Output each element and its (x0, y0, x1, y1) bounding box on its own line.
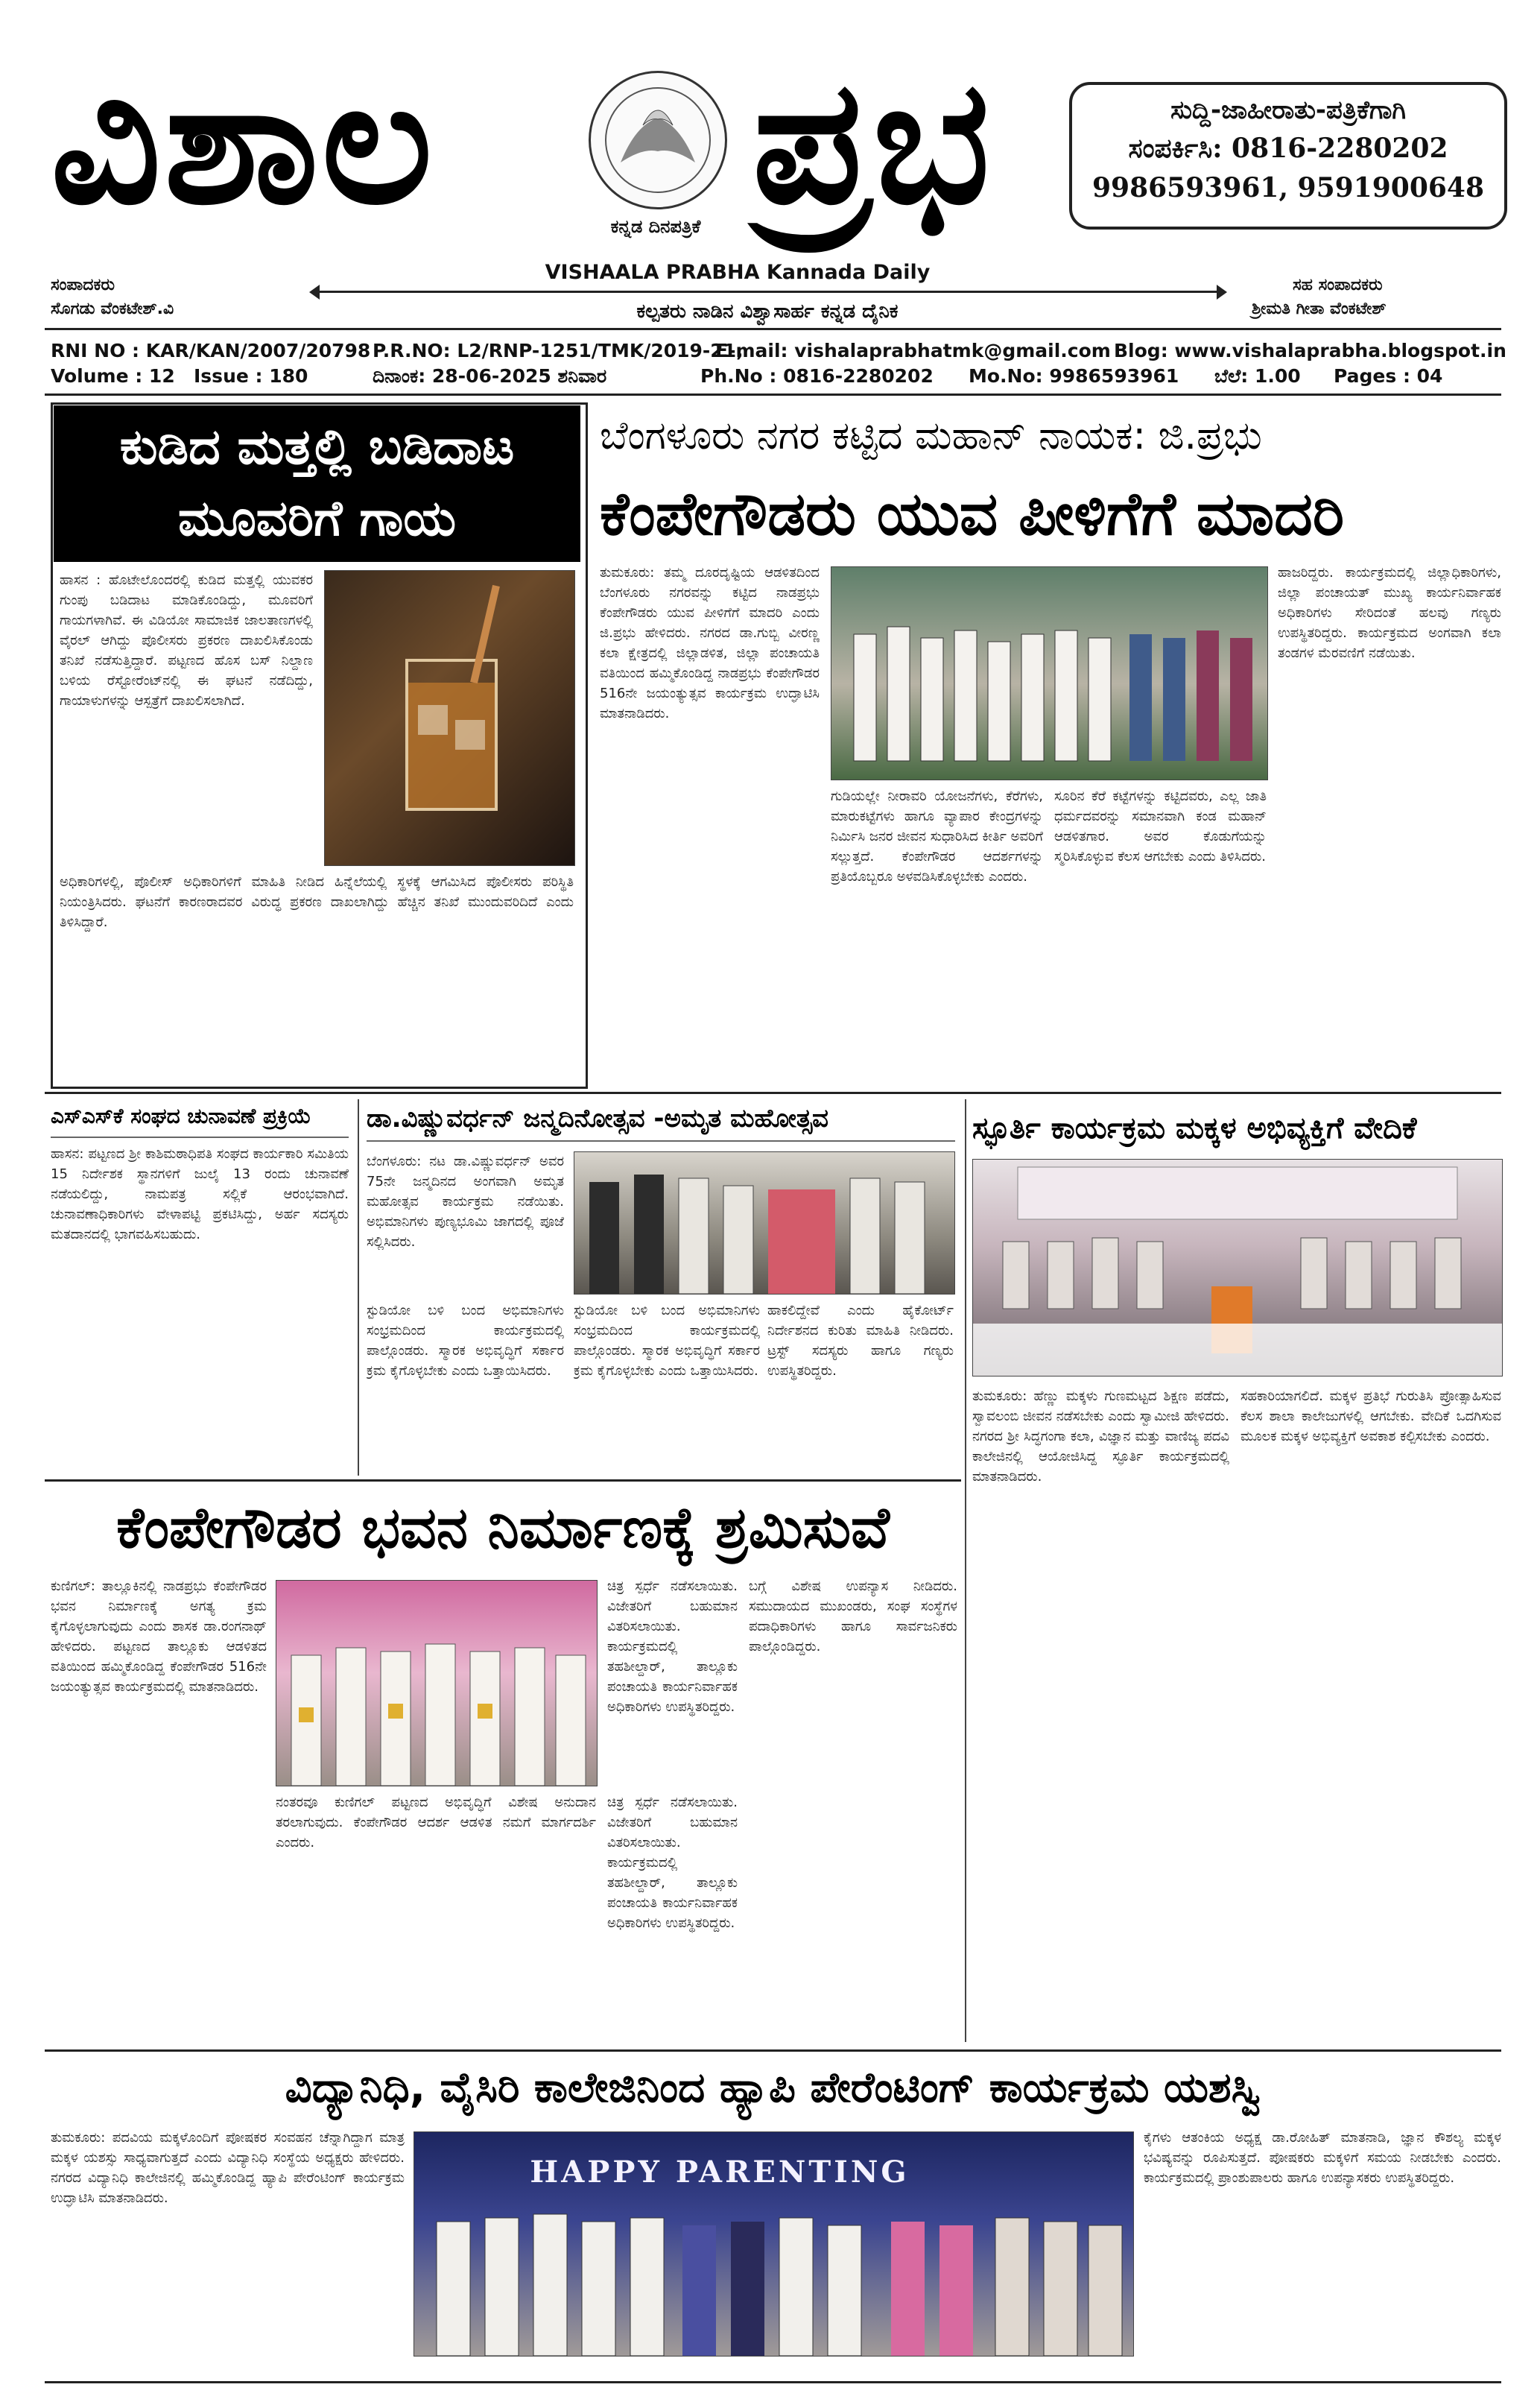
article-7-body-col-2: ಕೈಗಳು ಆತಂಕಿಯ ಅಧ್ಯಕ್ಷ ಡಾ.ರೋಹಿತ್ ಮಾತನಾಡಿ, ಜ್ಞಾನ ಕೌಶಲ್ಯ ಮಕ್ಕಳ ಭವಿಷ್ಯವನ್ನು ರೂಪಿಸುತ್ತದೆ. ಪೋಷಕರು ಮಕ್ಕಳಿಗೆ ಸಮಯ ನೀಡಬೇಕು ಎಂದರು. ಕಾರ್ಯಕ್ರಮದಲ್ಲಿ ಪ್ರಾಂಶುಪಾಲರು ಹಾಗೂ ಉಪನ್ಯಾಸಕರು ಉಪಸ್ಥಿತರಿದ್ದರು. (1144, 2130, 1501, 2186)
article-6-body-col-4: ಬಗ್ಗೆ ವಿಶೇಷ ಉಪನ್ಯಾಸ ನೀಡಿದರು. ಸಮುದಾಯದ ಮುಖಂಡರು, ಸಂಘ ಸಂಸ್ಥೆಗಳ ಪದಾಧಿಕಾರಿಗಳು ಹಾಗೂ ಸಾರ್ವಜನಿಕರು ಪಾಲ್ಗೊಂಡಿದ್ದರು. (749, 1578, 957, 1654)
co-editor-name: ಶ್ರೀಮತಿ ಗೀತಾ ವೆಂಕಟೇಶ್ (1252, 300, 1387, 318)
kempegowda-event-photo (831, 566, 1268, 780)
rni-number: RNI NO : KAR/KAN/2007/20798 (51, 340, 371, 361)
article-4-body-col-4: ಹಾಕಲಿದ್ದೇವೆ ಎಂದು ಹೈಕೋರ್ಟ್ ನಿರ್ದೇಶನದ ಕುರಿತು ಮಾಹಿತಿ ನೀಡಿದರು. ಟ್ರಸ್ಟ್ ಸದಸ್ಯರು ಹಾಗೂ ಗಣ್ಯರು ಉಪಸ್ಥಿತರಿದ್ದರು. (767, 1303, 954, 1379)
issue-date: ದಿನಾಂಕ: 28-06-2025 ಶನಿವಾರ (373, 365, 607, 387)
column-divider-1 (358, 1099, 359, 1476)
article-2-body-col-1: ತುಮಕೂರು: ತಮ್ಮ ದೂರದೃಷ್ಟಿಯ ಆಡಳಿತದಿಂದ ಬೆಂಗಳೂರು ನಗರವನ್ನು ಕಟ್ಟಿದ ನಾಡಪ್ರಭು ಕೆಂಪೇಗೌಡರು ಯುವ ಪೀಳಿಗೆಗೆ ಮಾದರಿ ಎಂದು ಜಿ.ಪ್ರಭು ಹೇಳಿದರು. ನಗರದ ಡಾ.ಗುಬ್ಬಿ ವೀರಣ್ಣ ಕಲಾ ಕ್ಷೇತ್ರದಲ್ಲಿ ಜಿಲ್ಲಾಡಳಿತ, ಜಿಲ್ಲಾ ಪಂಚಾಯತಿ ವತಿಯಿಂದ ಹಮ್ಮಿಕೊಂಡಿದ್ದ ನಾಡಪ್ರಭು ಕೆಂಪೇಗೌಡರ 516ನೇ ಜಯಂತ್ಯುತ್ಸವ ಕಾರ್ಯಕ್ರಮ ಉದ್ಘಾಟಿಸಿ ಮಾತನಾಡಿದರು. (600, 565, 820, 721)
article-5-body-col-1: ತುಮಕೂರು: ಹೆಣ್ಣು ಮಕ್ಕಳು ಗುಣಮಟ್ಟದ ಶಿಕ್ಷಣ ಪಡೆದು, ಸ್ವಾವಲಂಬಿ ಜೀವನ ನಡೆಸಬೇಕು ಎಂದು ಸ್ವಾಮೀಜಿ ಹೇಳಿದರು. ನಗರದ ಶ್ರೀ ಸಿದ್ಧಗಂಗಾ ಕಲಾ, ವಿಜ್ಞಾನ ಮತ್ತು ವಾಣಿಜ್ಯ ಪದವಿ ಕಾಲೇಜಿನಲ್ಲಿ ಆಯೋಜಿಸಿದ್ದ ಸ್ಫೂರ್ತಿ ಕಾರ್ಯಕ್ರಮದಲ್ಲಿ ಮಾತನಾಡಿದರು. (972, 1388, 1229, 1485)
section-rule-1 (45, 1092, 1501, 1094)
contact-line-2: ಸಂಪರ್ಕಿಸಿ: 0816-2280202 (1128, 133, 1448, 164)
article-7-headline: ವಿದ್ಯಾನಿಧಿ, ವೈಸಿರಿ ಕಾಲೇಜಿನಿಂದ ಹ್ಯಾಪಿ ಪೇರೆಂಟಿಂಗ್ ಕಾರ್ಯಕ್ರಮ ಯಶಸ್ವಿ (285, 2064, 1261, 2112)
pr-number: P.R.NO: L2/RNP-1251/TMK/2019-21, (373, 340, 744, 361)
article-2-body-col-4: ಹಾಜರಿದ್ದರು. ಕಾರ್ಯಕ್ರಮದಲ್ಲಿ ಜಿಲ್ಲಾಧಿಕಾರಿಗಳು, ಜಿಲ್ಲಾ ಪಂಚಾಯತ್ ಮುಖ್ಯ ಕಾರ್ಯನಿರ್ವಾಹಕ ಅಧಿಕಾರಿಗಳು ಸೇರಿದಂತೆ ಹಲವು ಗಣ್ಯರು ಉಪಸ್ಥಿತರಿದ್ದರು. ಕಾರ್ಯಕ್ರಮದ ಅಂಗವಾಗಿ ಕಲಾ ತಂಡಗಳ ಮೆರವಣಿಗೆ ನಡೆಯಿತು. (1278, 565, 1501, 661)
price: ಬೆಲೆ: 1.00 (1214, 365, 1301, 387)
contact-box (1069, 82, 1507, 230)
article-2-body-col-3: ಸೂರಿನ ಕೆರೆ ಕಟ್ಟೆಗಳನ್ನು ಕಟ್ಟಿದವರು, ಎಲ್ಲ ಜಾತಿ ಧರ್ಮದವರನ್ನು ಸಮಾನವಾಗಿ ಕಂಡ ಮಹಾನ್ ಆಡಳಿತಗಾರ. ಅವರ ಕೊಡುಗೆಯನ್ನು ಸ್ಮರಿಸಿಕೊಳ್ಳುವ ಕೆಲಸ ಆಗಬೇಕು ಎಂದು ತಿಳಿಸಿದರು. (1054, 788, 1267, 865)
co-editor-label: ಸಹ ಸಂಪಾದಕರು (1293, 276, 1383, 294)
article-7-body-col-1: ತುಮಕೂರು: ಪದವಿಯ ಮಕ್ಕಳೊಂದಿಗೆ ಪೋಷಕರ ಸಂವಹನ ಚೆನ್ನಾಗಿದ್ದಾಗ ಮಾತ್ರ ಮಕ್ಕಳ ಯಶಸ್ಸು ಸಾಧ್ಯವಾಗುತ್ತದೆ ಎಂದು ವಿದ್ಯಾನಿಧಿ ಸಂಸ್ಥೆಯ ಅಧ್ಯಕ್ಷರು ಹೇಳಿದರು. ನಗರದ ವಿದ್ಯಾನಿಧಿ ಕಾಲೇಜಿನಲ್ಲಿ ಹಮ್ಮಿಕೊಂಡಿದ್ದ ಹ್ಯಾಪಿ ಪೇರೆಂಟಿಂಗ್ ಕಾರ್ಯಕ್ರಮ ಉದ್ಘಾಟಿಸಿ ಮಾತನಾಡಿದರು. (51, 2130, 405, 2206)
logo-caption: ಕನ್ನಡ ದಿನಪತ್ರಿಕೆ (610, 216, 701, 237)
article-6-body-col-3: ಚಿತ್ರ ಸ್ಪರ್ಧೆ ನಡೆಸಲಾಯಿತು. ವಿಜೇತರಿಗೆ ಬಹುಮಾನ ವಿತರಿಸಲಾಯಿತು. ಕಾರ್ಯಕ್ರಮದಲ್ಲಿ ತಹಶೀಲ್ದಾರ್, ತಾಲ್ಲೂಕು ಪಂಚಾಯತಿ ಕಾರ್ಯನಿರ್ವಾಹಕ ಅಧಿಕಾರಿಗಳು ಉಪಸ್ಥಿತರಿದ್ದರು. (607, 1578, 738, 1715)
section-rule-3 (45, 2049, 1501, 2052)
article-1-headline-line-1: ಕುಡಿದ ಮತ್ತಲ್ಲಿ ಬಡಿದಾಟ (119, 418, 515, 475)
article-1-headline-line-2: ಮೂವರಿಗೆ ಗಾಯ (177, 490, 457, 547)
english-name: VISHAALA PRABHA Kannada Daily (545, 261, 931, 284)
masthead-title-right: ಪ್ರಭ (752, 41, 993, 242)
article-1-body-col-1: ಹಾಸನ : ಹೊಟೇಲೊಂದರಲ್ಲಿ ಕುಡಿದ ಮತ್ತಲ್ಲಿ ಯುವಕರ ಗುಂಪು ಬಡಿದಾಟ ಮಾಡಿಕೊಂಡಿದ್ದು, ಮೂವರಿಗೆ ಗಾಯಗಳಾಗಿವೆ. ಈ ವಿಡಿಯೋ ಸಾಮಾಜಿಕ ಜಾಲತಾಣಗಳಲ್ಲಿ ವೈರಲ್ ಆಗಿದ್ದು ಪೊಲೀಸರು ಪ್ರಕರಣ ದಾಖಲಿಸಿಕೊಂಡು ತನಿಖೆ ನಡೆಸುತ್ತಿದ್ದಾರೆ. ಪಟ್ಟಣದ ಹೊಸ ಬಸ್ ನಿಲ್ದಾಣ ಬಳಿಯ ರೆಸ್ಟೋರೆಂಟ್‌ನಲ್ಲಿ ಈ ಘಟನೆ ನಡೆದಿದ್ದು, ಗಾಯಾಳುಗಳನ್ನು ಆಸ್ಪತ್ರೆಗೆ ದಾಖಲಿಸಲಾಗಿದೆ. (60, 572, 313, 709)
article-4-body-col-1: ಬೆಂಗಳೂರು: ನಟ ಡಾ.ವಿಷ್ಣುವರ್ಧನ್ ಅವರ 75ನೇ ಜನ್ಮದಿನದ ಅಂಗವಾಗಿ ಅಮೃತ ಮಹೋತ್ಸವ ಕಾರ್ಯಕ್ರಮ ನಡೆಯಿತು. ಅಭಿಮಾನಿಗಳು ಪುಣ್ಯಭೂಮಿ ಜಾಗದಲ್ಲಿ ಪೂಜೆ ಸಲ್ಲಿಸಿದರು. (367, 1154, 564, 1250)
article-3-headline: ಎಸ್‌ಎಸ್‌ಕೆ ಸಂಘದ ಚುನಾವಣೆ ಪ್ರಕ್ರಿಯೆ (51, 1104, 311, 1128)
blog-link[interactable]: Blog: www.vishalaprabha.blogspot.in (1114, 340, 1506, 361)
pages: Pages : 04 (1334, 365, 1443, 387)
article-4-body-col-2: ಸ್ಟುಡಿಯೋ ಬಳಿ ಬಂದ ಅಭಿಮಾನಿಗಳು ಸಂಭ್ರಮದಿಂದ ಕಾರ್ಯಕ್ರಮದಲ್ಲಿ ಪಾಲ್ಗೊಂಡರು. ಸ್ಮಾರಕ ಅಭಿವೃದ್ಧಿಗೆ ಸರ್ಕಾರ ಕ್ರಮ ಕೈಗೊಳ್ಳಬೇಕು ಎಂದು ಒತ್ತಾಯಿಸಿದರು. (367, 1303, 564, 1379)
editor-name: ಸೊಗಡು ವೆಂಕಟೇಶ್.ವಿ (51, 300, 174, 318)
article-3-body: ಹಾಸನ: ಪಟ್ಟಣದ ಶ್ರೀ ಕಾಶಿಮಠಾಧಿಪತಿ ಸಂಘದ ಕಾರ್ಯಕಾರಿ ಸಮಿತಿಯ 15 ನಿರ್ದೇಶಕ ಸ್ಥಾನಗಳಿಗೆ ಜುಲೈ 13 ರಂದು ಚುನಾವಣೆ ನಡೆಯಲಿದ್ದು, ನಾಮಪತ್ರ ಸಲ್ಲಿಕೆ ಆರಂಭವಾಗಿದೆ. ಚುನಾವಣಾಧಿಕಾರಿಗಳು ವೇಳಾಪಟ್ಟಿ ಪ್ರಕಟಿಸಿದ್ದು, ಅರ್ಹ ಸದಸ್ಯರು ಮತದಾನದಲ್ಲಿ ಭಾಗವಹಿಸಬಹುದು. (51, 1146, 349, 1242)
happy-parenting-photo (413, 2131, 1134, 2357)
tagline: ಕಲ್ಪತರು ನಾಡಿನ ವಿಶ್ವಾಸಾರ್ಹ ಕನ್ನಡ ದೈನಿಕ (636, 300, 899, 323)
volume: Volume : 12 (51, 365, 175, 387)
arrow-left-icon (309, 285, 320, 300)
tagline-arrow-rule (317, 291, 1218, 293)
article-2-body-col-2: ಗುಡಿಯಲ್ಲೇ ನೀರಾವರಿ ಯೋಜನೆಗಳು, ಕೆರೆಗಳು, ಮಾರುಕಟ್ಟೆಗಳು ಹಾಗೂ ವ್ಯಾಪಾರ ಕೇಂದ್ರಗಳನ್ನು ನಿರ್ಮಿಸಿ ಜನರ ಜೀವನ ಸುಧಾರಿಸಿದ ಕೀರ್ತಿ ಅವರಿಗೆ ಸಲ್ಲುತ್ತದೆ. ಕೆಂಪೇಗೌಡರ ಆದರ್ಶಗಳನ್ನು ಪ್ರತಿಯೊಬ್ಬರೂ ಅಳವಡಿಸಿಕೊಳ್ಳಬೇಕು ಎಂದರು. (831, 788, 1043, 885)
contact-line-3: 9986593961, 9591900648 (1091, 172, 1485, 203)
mobile: Mo.No: 9986593961 (969, 365, 1179, 387)
email[interactable]: E-mail: vishalaprabhatmk@gmail.com (715, 340, 1111, 361)
article-6-body-col-1: ಕುಣಿಗಲ್: ತಾಲ್ಲೂಕಿನಲ್ಲಿ ನಾಡಪ್ರಭು ಕೆಂಪೇಗೌಡರ ಭವನ ನಿರ್ಮಾಣಕ್ಕೆ ಅಗತ್ಯ ಕ್ರಮ ಕೈಗೊಳ್ಳಲಾಗುವುದು ಎಂದು ಶಾಸಕ ಡಾ.ರಂಗನಾಥ್ ಹೇಳಿದರು. ಪಟ್ಟಣದ ತಾಲ್ಲೂಕು ಆಡಳಿತದ ವತಿಯಿಂದ ಹಮ್ಮಿಕೊಂಡಿದ್ದ ಕೆಂಪೇಗೌಡರ 516ನೇ ಜಯಂತ್ಯುತ್ಸವ ಕಾರ್ಯಕ್ರಮದಲ್ಲಿ ಮಾತನಾಡಿದರು. (51, 1578, 267, 1695)
contact-line-1: ಸುದ್ದಿ-ಜಾಹೀರಾತು-ಪತ್ರಿಕೆಗಾಗಿ (1170, 95, 1406, 125)
page-bottom-rule (45, 2381, 1501, 2383)
happy-parenting-banner: HAPPY PARENTING (530, 2155, 910, 2190)
article-6-body-col-2: ನಂತರವೂ ಕುಣಿಗಲ್ ಪಟ್ಟಣದ ಅಭಿವೃದ್ಧಿಗೆ ವಿಶೇಷ ಅನುದಾನ ತರಲಾಗುವುದು. ಕೆಂಪೇಗೌಡರ ಆದರ್ಶ ಆಡಳಿತ ನಮಗೆ ಮಾರ್ಗದರ್ಶಿ ಎಂದರು. (276, 1795, 596, 1850)
article-6-body-col-3b: ಚಿತ್ರ ಸ್ಪರ್ಧೆ ನಡೆಸಲಾಯಿತು. ವಿಜೇತರಿಗೆ ಬಹುಮಾನ ವಿತರಿಸಲಾಯಿತು. ಕಾರ್ಯಕ್ರಮದಲ್ಲಿ ತಹಶೀಲ್ದಾರ್, ತಾಲ್ಲೂಕು ಪಂಚಾಯತಿ ಕಾರ್ಯನಿರ್ವಾಹಕ ಅಧಿಕಾರಿಗಳು ಉಪಸ್ಥಿತರಿದ್ದರು. (607, 1795, 738, 1931)
vishnuvardhan-event-photo (574, 1151, 955, 1295)
masthead-title-left: ವಿಶಾಲ (51, 41, 436, 242)
column-divider-2 (965, 1099, 966, 2042)
kunigal-event-photo (276, 1580, 598, 1786)
article-1-body-col-2: ಅಧಿಕಾರಿಗಳಲ್ಲಿ, ಪೊಲೀಸ್ ಅಧಿಕಾರಿಗಳಿಗೆ ಮಾಹಿತಿ ನೀಡಿದ ಹಿನ್ನೆಲೆಯಲ್ಲಿ ಸ್ಥಳಕ್ಕೆ ಆಗಮಿಸಿದ ಪೊಲೀಸರು ಪರಿಸ್ಥಿತಿ ನಿಯಂತ್ರಿಸಿದರು. ಘಟನೆಗೆ ಕಾರಣರಾದವರ ವಿರುದ್ಧ ಪ್ರಕರಣ ದಾಖಲಾಗಿದ್ದು ಹೆಚ್ಚಿನ ತನಿಖೆ ಮುಂದುವರಿದಿದೆ ಎಂದು ತಿಳಿಸಿದ್ದಾರೆ. (60, 874, 574, 930)
issue: Issue : 180 (194, 365, 308, 387)
article-1-headline (54, 405, 580, 562)
article-4-rule (367, 1140, 955, 1142)
article-5-body-col-2: ಸಹಕಾರಿಯಾಗಲಿದೆ. ಮಕ್ಕಳ ಪ್ರತಿಭೆ ಗುರುತಿಸಿ ಪ್ರೋತ್ಸಾಹಿಸುವ ಕೆಲಸ ಶಾಲಾ ಕಾಲೇಜುಗಳಲ್ಲಿ ಆಗಬೇಕು. ವೇದಿಕೆ ಒದಗಿಸುವ ಮೂಲಕ ಮಕ್ಕಳ ಅಭಿವ್ಯಕ್ತಿಗೆ ಅವಕಾಶ ಕಲ್ಪಿಸಬೇಕು ಎಂದರು. (1240, 1388, 1501, 1444)
info-bar-top-rule (45, 328, 1501, 330)
article-2-kicker: ಬೆಂಗಳೂರು ನಗರ ಕಟ್ಟಿದ ಮಹಾನ್ ನಾಯಕ: ಜಿ.ಪ್ರಭು (600, 414, 1262, 458)
spoorthi-event-photo (972, 1159, 1503, 1376)
phone: Ph.No : 0816-2280202 (700, 365, 934, 387)
article-2-headline: ಕೆಂಪೇಗೌಡರು ಯುವ ಪೀಳಿಗೆಗೆ ಮಾದರಿ (600, 479, 1345, 549)
article-4-body-col-3: ಸ್ಟುಡಿಯೋ ಬಳಿ ಬಂದ ಅಭಿಮಾನಿಗಳು ಸಂಭ್ರಮದಿಂದ ಕಾರ್ಯಕ್ರಮದಲ್ಲಿ ಪಾಲ್ಗೊಂಡರು. ಸ್ಮಾರಕ ಅಭಿವೃದ್ಧಿಗೆ ಸರ್ಕಾರ ಕ್ರಮ ಕೈಗೊಳ್ಳಬೇಕು ಎಂದು ಒತ್ತಾಯಿಸಿದರು. (574, 1303, 760, 1379)
article-5-headline: ಸ್ಫೂರ್ತಿ ಕಾರ್ಯಕ್ರಮ ಮಕ್ಕಳ ಅಭಿವ್ಯಕ್ತಿಗೆ ವೇದಿಕೆ (972, 1111, 1417, 1145)
section-rule-2 (45, 1479, 961, 1482)
article-3-rule (51, 1137, 349, 1138)
info-bar-bottom-rule (45, 393, 1501, 396)
editor-label: ಸಂಪಾದಕರು (51, 276, 115, 294)
article-6-headline: ಕೆಂಪೇಗೌಡರ ಭವನ ನಿರ್ಮಾಣಕ್ಕೆ ಶ್ರಮಿಸುವೆ (116, 1494, 890, 1561)
dove-logo-icon (589, 71, 727, 209)
arrow-right-icon (1217, 285, 1227, 300)
article-4-headline: ಡಾ.ವಿಷ್ಣುವರ್ಧನ್ ಜನ್ಮದಿನೋತ್ಸವ -ಅಮೃತ ಮಹೋತ್ಸವ (367, 1104, 828, 1134)
whisky-glass-photo (324, 570, 575, 866)
